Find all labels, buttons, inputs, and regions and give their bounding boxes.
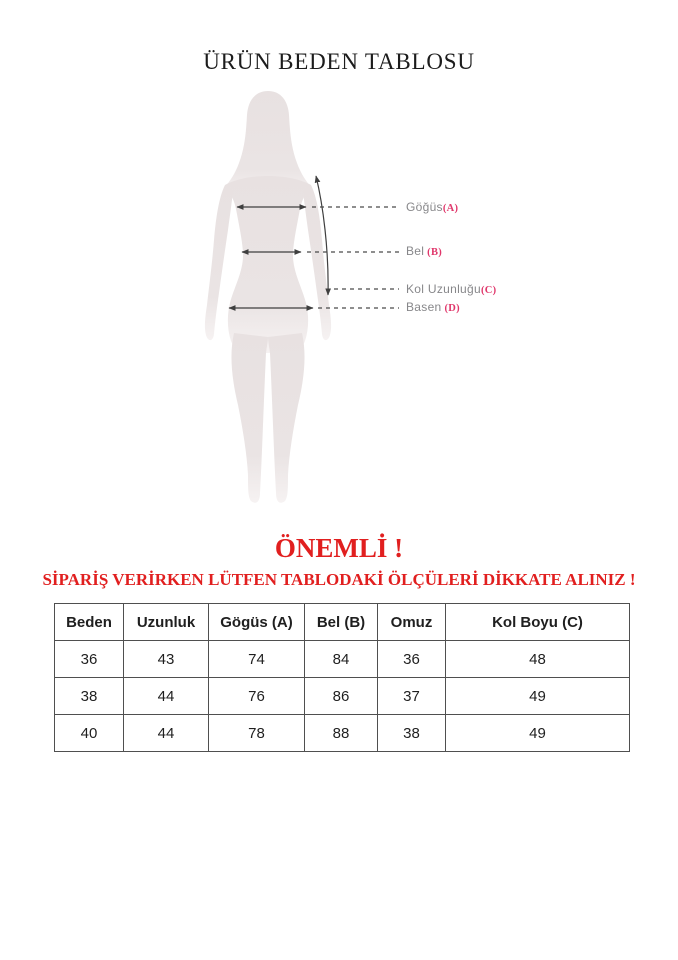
cell-beden: 36 (55, 641, 124, 678)
size-table (54, 603, 630, 752)
col-header-beden: Beden (55, 604, 124, 641)
label-chest-letter: (A) (442, 203, 459, 214)
female-figure-silhouette (205, 91, 331, 503)
label-chest (406, 200, 458, 214)
figure-torso (225, 176, 311, 353)
col-header-gogus: Gögüs (A) (209, 604, 305, 641)
label-hip (406, 300, 460, 314)
cell-kol: 49 (446, 715, 630, 752)
label-chest-text: Göğüs (406, 200, 443, 214)
cell-omuz: 36 (378, 641, 446, 678)
warning-heading: ÖNEMLİ ! (274, 533, 404, 563)
table-row (55, 641, 630, 678)
cell-uzunluk: 44 (124, 678, 209, 715)
body-measurement-diagram (190, 85, 405, 520)
label-hip-text: Basen (406, 300, 442, 314)
label-waist (406, 244, 442, 258)
cell-bel: 88 (305, 715, 378, 752)
cell-gogus: 78 (209, 715, 305, 752)
cell-bel: 86 (305, 678, 378, 715)
label-hip-letter: (D) (441, 303, 460, 314)
table-row (55, 715, 630, 752)
cell-beden: 38 (55, 678, 124, 715)
cell-kol: 49 (446, 678, 630, 715)
col-header-kol-boyu: Kol Boyu (C) (446, 604, 630, 641)
col-header-omuz: Omuz (378, 604, 446, 641)
figure-left-leg (231, 333, 268, 503)
label-arm-length-text: Kol Uzunluğu (406, 282, 481, 296)
label-waist-letter: (B) (424, 247, 443, 258)
cell-omuz: 38 (378, 715, 446, 752)
warning-subheading: SİPARİŞ VERİRKEN LÜTFEN TABLODAKİ ÖLÇÜLERİ DİKKATE ALINIZ ! (42, 570, 636, 589)
cell-gogus: 76 (209, 678, 305, 715)
cell-gogus: 74 (209, 641, 305, 678)
cell-omuz: 37 (378, 678, 446, 715)
cell-uzunluk: 43 (124, 641, 209, 678)
label-arm-length (406, 282, 496, 296)
cell-uzunluk: 44 (124, 715, 209, 752)
label-waist-text: Bel (406, 244, 425, 258)
figure-right-leg (268, 333, 305, 503)
cell-kol: 48 (446, 641, 630, 678)
page-title: ÜRÜN BEDEN TABLOSU (203, 49, 475, 74)
col-header-bel: Bel (B) (305, 604, 378, 641)
table-row (55, 678, 630, 715)
cell-beden: 40 (55, 715, 124, 752)
size-table-header-row (55, 604, 630, 641)
col-header-uzunluk: Uzunluk (124, 604, 209, 641)
label-arm-length-letter: (C) (480, 285, 497, 296)
cell-bel: 84 (305, 641, 378, 678)
